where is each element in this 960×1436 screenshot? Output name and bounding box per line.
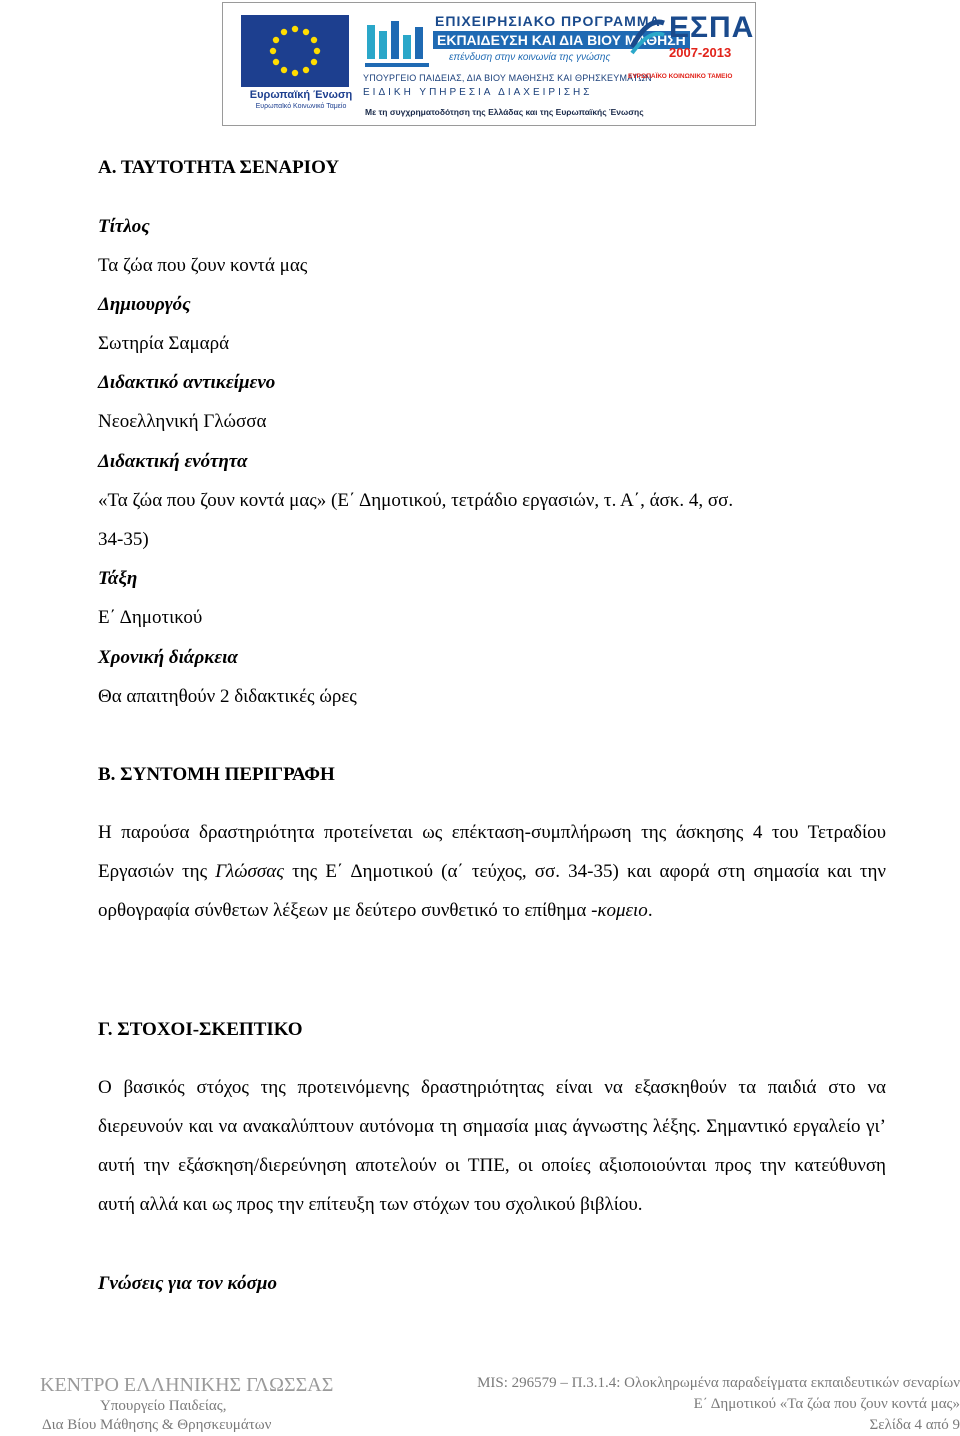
espa-fund: ΕΥΡΩΠΑΪΚΟ ΚΟΙΝΩΝΙΚΟ ΤΑΜΕΙΟ (628, 73, 733, 80)
program-logo-icon (363, 17, 433, 75)
footer-mis: MIS: 296579 – Π.3.1.4: Ολοκληρωμένα παραδείγματα εκπαιδευτικών σεναρίων (477, 1375, 960, 1391)
section-b-text-end: . (647, 900, 653, 922)
subject-label: Διδακτικό αντικείμενο (98, 372, 276, 393)
espa-years: 2007-2013 (669, 45, 732, 60)
section-a-heading: Α. ΤΑΥΤΟΤΗΤΑ ΣΕΝΑΡΙΟΥ (98, 157, 340, 178)
duration-value: Θα απαιτηθούν 2 διδακτικές ώρες (98, 686, 357, 707)
unit-value-line1: «Τα ζώα που ζουν κοντά μας» (Ε΄ Δημοτικού, τετράδιο εργασιών, τ. Α΄, άσκ. 4, σσ. (98, 490, 734, 511)
espa-title: ΕΣΠΑ (669, 11, 755, 44)
program-slogan: επένδυση στην κοινωνία της γνώσης (449, 52, 611, 63)
espa-logo-icon (628, 13, 668, 57)
unit-label: Διδακτική ενότητα (98, 451, 248, 472)
section-c-paragraph: Ο βασικός στόχος της προτεινόμενης δραστηριότητας είναι να εξασκηθούν τα παιδιά στο να διερευνούν και να ανακαλύπτουν αυτόνομα τη σημασία μιας άγνωστης λέξης. Σημαντικό εργαλείο γι’ αυτή την εξάσκηση/διερεύνηση αποτελούν οι ΤΠΕ, οι οποίες αξιοποιούνται προς την κατεύθυνση αυτή αλλά και ως προς την επίτευξη των στόχων του σχολικού βιβλίου. (98, 1077, 886, 1215)
section-c-subheading: Γνώσεις για τον κόσμο (98, 1273, 277, 1294)
program-title-2: ΕΚΠΑΙΔΕΥΣΗ ΚΑΙ ΔΙΑ ΒΙΟΥ ΜΑΘΗΣΗ (433, 31, 690, 49)
section-b-paragraph (98, 813, 886, 931)
class-label: Τάξη (98, 568, 138, 589)
program-title-1: ΕΠΙΧΕΙΡΗΣΙΑΚΟ ΠΡΟΓΡΑΜΜΑ (435, 13, 661, 29)
eu-fund: Ευρωπαϊκό Κοινωνικό Ταμείο (255, 103, 347, 110)
footer-ministry-line2: Δια Βίου Μάθησης & Θρησκευμάτων (42, 1417, 272, 1433)
banner-cofund: Με τη συγχρηματοδότηση της Ελλάδας και της Ευρωπαϊκής Ένωσης (365, 107, 644, 117)
footer-scenario: Ε΄ Δημοτικού «Τα ζώα που ζουν κοντά μας» (693, 1396, 960, 1412)
eu-name: Ευρωπαϊκή Ένωση (249, 89, 353, 101)
section-b-italic-1: Γλώσσας (215, 861, 284, 883)
creator-label: Δημιουργός (98, 294, 191, 315)
footer-ministry-line1: Υπουργείο Παιδείας, (100, 1398, 227, 1414)
unit-value-line2: 34-35) (98, 529, 149, 550)
section-c-heading: Γ. ΣΤΟΧΟΙ-ΣΚΕΠΤΙΚΟ (98, 1019, 303, 1040)
section-b-text-1: Η παρούσα δραστηριότητα προτείνεται ως επέκταση-συμπλήρωση της άσκησης 4 του Τετραδίου Εργασιών της (98, 822, 886, 883)
class-value: Ε΄ Δημοτικού (98, 607, 203, 628)
eu-flag-icon (241, 15, 349, 87)
footer-center: ΚΕΝΤΡΟ ΕΛΛΗΝΙΚΗΣ ΓΛΩΣΣΑΣ (40, 1374, 334, 1396)
title-value: Τα ζώα που ζουν κοντά μας (98, 255, 308, 276)
footer-page-number: Σελίδα 4 από 9 (869, 1417, 960, 1433)
duration-label: Χρονική διάρκεια (98, 647, 238, 668)
creator-value: Σωτηρία Σαμαρά (98, 333, 230, 354)
section-b-italic-2: -κομειο (591, 900, 648, 922)
title-label: Τίτλος (98, 216, 150, 237)
subject-value: Νεοελληνική Γλώσσα (98, 411, 267, 432)
banner-ministry: ΥΠΟΥΡΓΕΙΟ ΠΑΙΔΕΙΑΣ, ΔΙΑ ΒΙΟΥ ΜΑΘΗΣΗΣ ΚΑΙ ΘΡΗΣΚΕΥΜΑΤΩΝ (363, 73, 652, 83)
section-b-heading: Β. ΣΥΝΤΟΜΗ ΠΕΡΙΓΡΑΦΗ (98, 764, 335, 785)
banner-service: ΕΙΔΙΚΗ ΥΠΗΡΕΣΙΑ ΔΙΑΧΕΙΡΙΣΗΣ (363, 87, 593, 98)
section-b-text-2: της Ε΄ Δημοτικού (α΄ τεύχος, σσ. 34-35) και αφορά στη σημασία και την ορθογραφία σύνθετων λέξεων με δεύτερο συνθετικό το επίθημα (98, 861, 886, 922)
header-banner (222, 2, 756, 126)
